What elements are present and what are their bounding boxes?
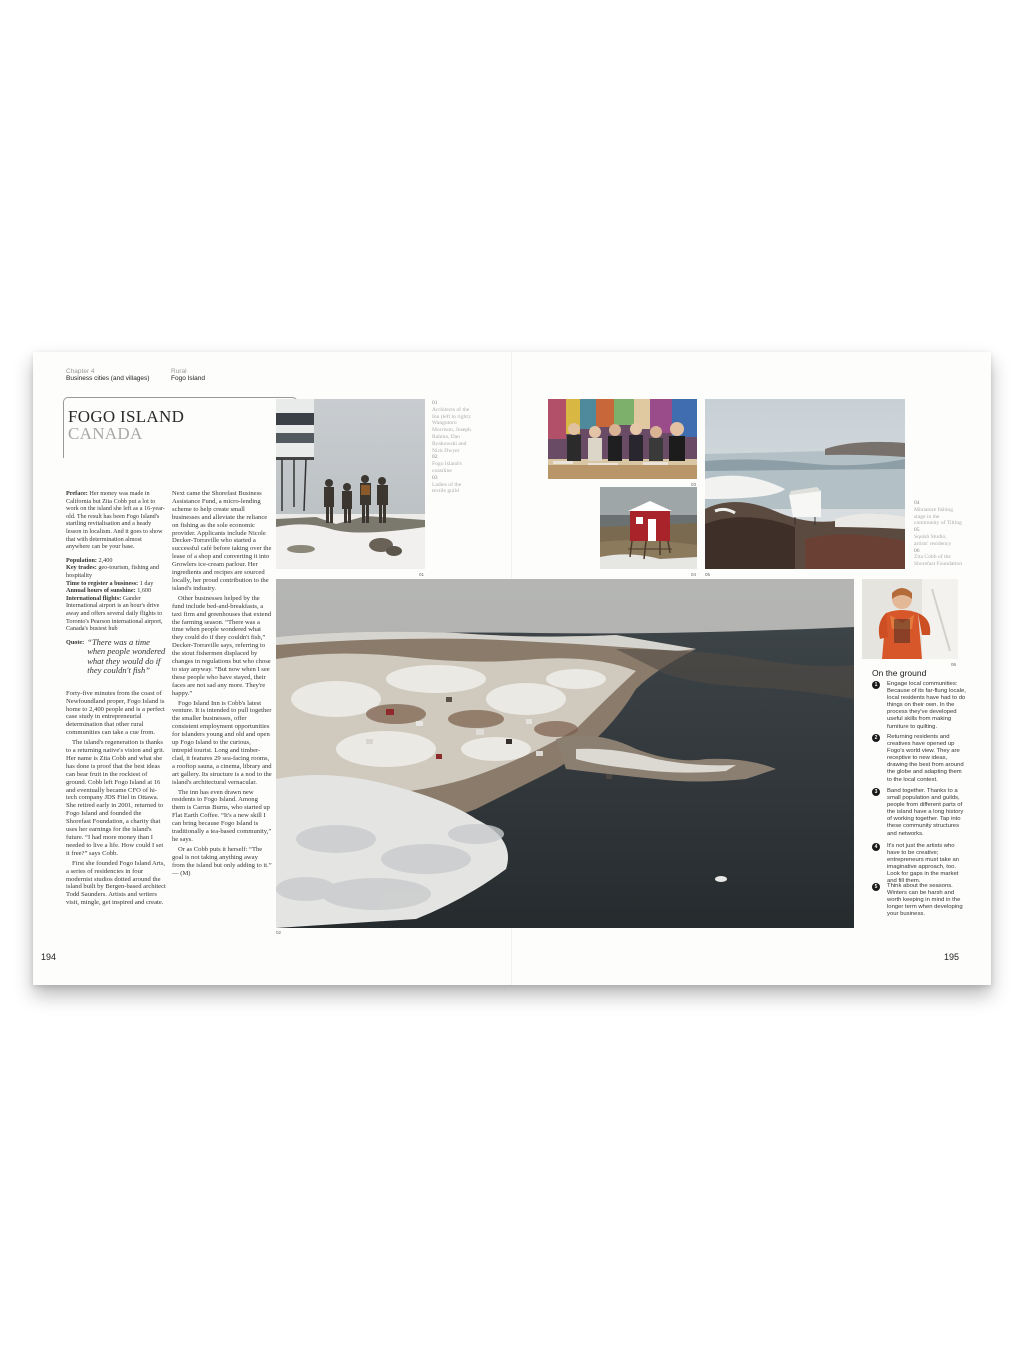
photo-fishing-stage [600, 487, 697, 569]
on-the-ground-title: On the ground [872, 668, 927, 678]
body-column-2 [172, 490, 272, 880]
photo-architects [276, 399, 425, 569]
section-title: Fogo Island [171, 375, 205, 382]
on-the-ground-text: Band together. Thanks to a small population and guilds, people from different parts of the island have a long history of working together. Tap into these community structures and networks. [887, 788, 964, 837]
on-the-ground-item [872, 681, 968, 731]
fact-value: 1 day [139, 579, 154, 587]
facts-box [66, 557, 167, 633]
photo-textile-guild [548, 399, 697, 479]
caption-text: Fogo Island's coastline [432, 461, 462, 474]
fact-value: geo-tourism, fishing and hospitality [66, 564, 159, 579]
paragraph: First she founded Fogo Island Arts, a series of residencies in four modernist studios dotted around the island built by Bergen-based architect Todd Saunders. Artists and writers visit, mingle, get inspired and create. [66, 859, 166, 907]
photo-number: 04 [691, 572, 697, 577]
page-number-left: 194 [41, 952, 57, 962]
paragraph: The island's regeneration is thanks to a returning native's vision and grit. Her name is Zita Cobb and what she has done is proof that the best ideas can bear fruit in the rockiest of ground. Cobb left Fogo Island at 16 and eventually became CFO of hi-tech company JDS Fitel in Ottawa. She retired early in 2001, returned to Fogo Island and founded the Shorefast Foundation, a charity that uses her earnings for the island's future. “I had more money than I needed to live a life. How could I set it free?” says Cobb. [66, 739, 165, 857]
on-the-ground-text: Engage local communities: Because of its far-flung locale, local residents have had to do things on their own. In the process they've developed useful skills from making furniture to quilting. [887, 681, 966, 730]
photo-zita-cobb [862, 579, 958, 659]
fact-value: Gander International airport is an hour's drive away and offers several daily flights to Toronto's Pearson international airport, Canada's busiest hub [66, 594, 163, 633]
left-column [66, 490, 167, 909]
textile-guild-image [548, 399, 697, 479]
photo-number: 06 [951, 662, 957, 667]
paragraph: Forty-five minutes from the coast of Newfoundland proper, Fogo Island is home to 2,400 people and is a perfect case study in entrepreneurial determination that other rural communities can take a cue from. [66, 689, 165, 737]
caption-number: 02 [432, 454, 438, 461]
caption-text: Squish Studio, artists' residency [914, 533, 952, 547]
fact-label: International flights: [66, 594, 122, 602]
on-the-ground-item [872, 788, 968, 838]
architects-photo-image [276, 399, 425, 569]
fact-label: Key trades: [66, 564, 97, 572]
fact-row [66, 557, 167, 565]
body-column-1 [66, 690, 167, 907]
magazine-spread [33, 352, 991, 985]
paragraph: Fogo Island Inn is Cobb's latest venture. It is intended to pull together the smaller businesses, offer consistent employment opportunities for islanders young and old and open up Fogo Island to the curious, intrepid tourist. Long and timber-clad, it features 29 sea-facing rooms, a rooftop sauna, a cinema, library and art gallery. Its structure is a nod to the island's architectural vernacular. [172, 699, 272, 786]
fact-label: Time to register a business: [66, 579, 139, 587]
caption-text: Miniature fishing stage in the community of Tilting [914, 506, 962, 527]
fact-row [66, 587, 167, 595]
on-the-ground-text: It's not just the artists who have to be creative; entrepreneurs must take an imaginative approach, too. Look for gaps in the market and fill them. [887, 843, 960, 885]
quote-text: “There was a time when people wondered what they would do if they couldn't fish” [87, 636, 166, 676]
aerial-coastline-image [276, 579, 854, 928]
title-block [68, 408, 184, 442]
caption-number: 05 [914, 527, 920, 534]
photo-number: 03 [691, 482, 697, 487]
caption-text: Architects of the Inn (left to right): Wangutoro Morrison, Joseph Rahma, Dan Ryakowski and Nick Dwyer [432, 406, 472, 454]
on-the-ground-item [872, 883, 968, 918]
paragraph: The inn has even drawn new residents to Fogo Island. Among them is Carrus Burns, who started up Flat Earth Coffee. “It's a new skill I can bring because Fogo Island is traditionally a tea-based community,” he says. [172, 788, 272, 843]
fact-value: 1,600 [137, 587, 152, 595]
on-the-ground-item [872, 843, 968, 886]
page-subtitle: CANADA [68, 424, 143, 443]
photo-squish-studio [705, 399, 905, 569]
zita-cobb-portrait [862, 579, 958, 659]
fishing-stage-image [600, 487, 697, 569]
caption-text: Ladies of the textile guild [432, 481, 462, 495]
pull-quote [66, 638, 167, 676]
paragraph: Other businesses helped by the fund include bed-and-breakfasts, a taxi firm and greenhouses that extend the farming season. “There was a time when people wondered what they could do if they couldn't fish,” Decker-Torraville says, referring to the stout fishermen displaced by changes in regulations but who chose to stay anyway. “But now when I see these people who have stayed, their faces are not sad any more. They're happy.” [172, 594, 272, 697]
preface-label: Preface: [66, 490, 88, 497]
paragraph: Or as Cobb puts it herself: “The goal is not taking anything away from the island but only adding to it.” — (M) [172, 845, 272, 877]
page-number-right: 195 [944, 952, 960, 962]
caption-text: Zita Cobb of the Shorefast Foundation [914, 554, 963, 568]
paragraph: Next came the Shorefast Business Assistance Fund, a micro-lending scheme to help create small businesses and alleviate the reliance on fishing as the sole economic provider. Applicants include Nicole Decker-Torraville who started a successful café before taking over the lease of a shop and converting it into Growlers ice-cream parlour. Her ingredients and recipes are sourced locally, her proud contribution to the island's industry. [172, 490, 272, 592]
caption-number: 01 [432, 400, 438, 406]
fact-row [66, 580, 167, 588]
preface-text: Her money was made in California but Zita Cobb put a lot to work on the island she left as a 16-year-old. The result has been Fogo Island's startling revitalisation and a heady lesson in localism. And it goes to show that with determination almost anywhere can be your base. [66, 490, 165, 551]
section-breadcrumb [171, 368, 205, 382]
number-bullet: 1 [872, 681, 880, 689]
caption-number: 03 [432, 474, 438, 481]
on-the-ground-text: Think about the seasons. Winters can be harsh and worth keeping in mind in the longer term when developing your business. [887, 883, 963, 918]
fact-value: 2,400 [98, 556, 113, 564]
fact-label: Annual hours of sunshine: [66, 587, 136, 595]
fact-row [66, 595, 167, 633]
page-title: FOGO ISLAND [68, 407, 185, 426]
breadcrumb [66, 368, 149, 382]
photo-number: 01 [419, 572, 425, 577]
number-bullet: 4 [872, 843, 880, 851]
chapter-title: Business cities (and villages) [66, 375, 150, 382]
caption-number: 04 [914, 500, 920, 506]
photo-aerial-coastline [276, 579, 854, 928]
number-bullet: 5 [872, 883, 880, 891]
preface [66, 490, 167, 551]
squish-studio-image [705, 399, 905, 569]
section-label: Rural [171, 368, 187, 375]
on-the-ground-box [872, 668, 972, 928]
photo-number: 05 [705, 572, 711, 577]
on-the-ground-item [872, 734, 968, 784]
photo-number: 02 [276, 930, 282, 935]
fact-row [66, 564, 167, 579]
number-bullet: 2 [872, 734, 880, 742]
on-the-ground-text: Returning residents and creatives have opened up Fogo's world view. They are receptive to new ideas, drawing the best from around the globe and adapting them to the local context. [887, 734, 964, 783]
quote-label: Quote: [66, 638, 85, 646]
caption-number: 06 [914, 547, 920, 554]
caption-group-side [914, 500, 962, 568]
chapter-label: Chapter 4 [66, 368, 95, 375]
number-bullet: 3 [872, 788, 880, 796]
caption-group-top [432, 400, 476, 495]
fact-label: Population: [66, 556, 97, 564]
